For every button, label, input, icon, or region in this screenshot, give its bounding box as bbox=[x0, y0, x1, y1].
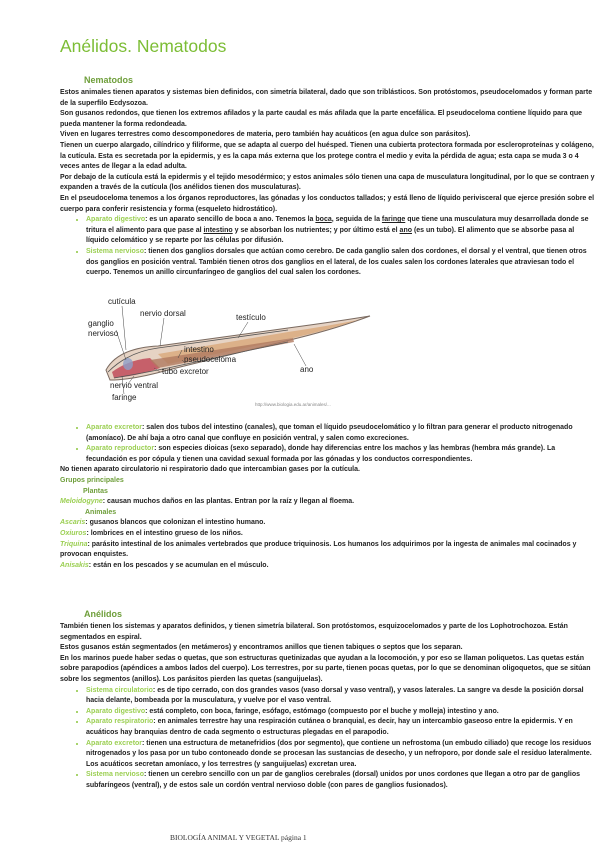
label-cuticula: cutícula bbox=[108, 297, 136, 306]
label-tubo-excretor: tubo excretor bbox=[162, 367, 209, 376]
heading-nematodos: Nematodos bbox=[84, 75, 134, 85]
nematodos-section bbox=[60, 88, 595, 279]
organ-list-2 bbox=[60, 423, 595, 465]
nematode-anatomy-diagram bbox=[88, 288, 378, 408]
label-faringe: faringe bbox=[112, 393, 137, 402]
paragraph: Anisakis: están en los pescados y se acumulan en el músculo. bbox=[60, 561, 269, 569]
organ-list bbox=[60, 215, 595, 279]
paragraph: Ascaris: gusanos blancos que colonizan el intestino humano. bbox=[60, 519, 266, 527]
list-item: • Aparato digestivo: es un aparato sencillo de boca a ano. Tenemos la boca, seguida de la faringe que tiene una musculatura muy desarrollada donde se tritura el alimento para que pase al intestino y se absorban los nutrientes; y por último está el ano (es un tubo). El alimento que se absorbe pasa al líquido celomático y se reparte por las células por difusión. bbox=[86, 215, 595, 247]
paragraph: Estos animales tienen aparatos y sistemas bien definidos, con simetría bilateral, dado que son triblásticos. Son protóstomos, pseudocelomados y forman parte de la superfilo Ecdysozoa. bbox=[60, 89, 593, 107]
paragraph: No tienen aparato circulatorio ni respiratorio dado que intercambian gases por la cutícula. bbox=[60, 466, 360, 474]
paragraph: Estos gusanos están segmentados (en metámeros) y encontramos anillos que tienen tabiques o septos que los separan. bbox=[60, 644, 463, 652]
nematodos-section-2 bbox=[60, 423, 595, 571]
paragraph: Son gusanos redondos, que tienen los extremos afilados y la parte caudal es más afilada que la parte encefálica. El pseudoceloma contiene líquido para que pueda mantener la forma redondeada. bbox=[60, 110, 583, 128]
paragraph: Oxiuros: lombrices en el intestino grueso de los niños. bbox=[60, 529, 243, 537]
subheading-plantas: Plantas bbox=[83, 487, 108, 495]
list-item: • Aparato excretor: tienen una estructura de metanefridios (dos por segmento), que contiene un nefrostoma (un embudo ciliado) que recoge los residuos nitrogenados y los pasa por un tubo contoneado donde se procesan las sustancias de desecho, y un nefroporo, por donde sale el residuo lateralmente. Los acuáticos secretan amoníaco, y los terrestres (y sanguijuelas) excretan urea. bbox=[86, 739, 595, 771]
label-ano: ano bbox=[300, 365, 314, 374]
label-nervio-ventral: nervio ventral bbox=[110, 381, 159, 390]
label-ganglio: ganglio bbox=[88, 319, 114, 328]
paragraph: Por debajo de la cutícula está la epidermis y el tejido mesodérmico; y estos animales sólo tienen una capa de musculatura longitudinal, por lo que se contraen y expanden a través de la cutícula (los anélidos tienen dos musculaturas). bbox=[60, 173, 595, 192]
paragraph: Tienen un cuerpo alargado, cilíndrico y filiforme, que se adapta al cuerpo del huésped. Tienen una cubierta protectora formada por escleroproteínas y colágeno, la cutícula. Esta es secretada por la epidermis, y es la capa más externa que los protege contra el medio y evita la pérdida de agua; esta capa se muda 3 o 4 veces antes de llegar a la edad adulta. bbox=[60, 141, 594, 171]
list-item: • Aparato respiratorio: en animales terrestre hay una respiración cutánea o branquial, es decir, hay un intercambio gaseoso entre la epidermis. Y en acuáticos hay branquias dentro de cada segmento o estructuras plegadas en el parapodio. bbox=[86, 717, 595, 738]
list-item: • Aparato reproductor: son especies dioicas (sexo separado), donde hay diferencias entre los machos y las hembras (hembra más grande). La fecundación es por cópula y tienen una cavidad sexual formada por las gónadas y los conductos correspondientes. bbox=[86, 444, 595, 465]
image-caption: http://www.biologia.edu.ar/animales/... bbox=[255, 402, 331, 407]
label-nervioso: nervioso bbox=[88, 329, 119, 338]
list-item: • Sistema nervioso: tienen un cerebro sencillo con un par de ganglios cerebrales (dorsal) unidos por unos cordones que llegan a otro par de ganglios subfaríngeos (ventral), y de estos sale un cordón ventral nervioso doble (con pares de ganglios fusionados). bbox=[86, 770, 595, 791]
list-item: • Sistema circulatorio: es de tipo cerrado, con dos grandes vasos (vaso dorsal y vaso ventral), y vasos laterales. La sangre va desde la posición dorsal hacia delante, bombeada por la musculatura, y vuelve por el vaso ventral. bbox=[86, 686, 595, 707]
list-item: • Sistema nervioso: tienen dos ganglios dorsales que actúan como cerebro. De cada ganglio salen dos cordones, el dorsal y el ventral, que tienen otros dos ganglios en posición ventral. También tienen otros dos ganglios en el lateral, de los cuales salen los cordones laterales que atraviesan todo el cuerpo. Tenemos un anillo circunfaríngeo de ganglios del cual salen los cordones. bbox=[86, 247, 595, 279]
page-footer: BIOLOGÍA ANIMAL Y VEGETAL página 1 bbox=[170, 833, 307, 842]
paragraph: En el pseudoceloma tenemos a los órganos reproductores, las gónadas y los conductos tallados; y está lleno de líquido perivisceral que ejerce presión sobre el cuerpo para conferir resistencia y forma (esqueleto hidrostático). bbox=[60, 194, 595, 213]
page-title: Anélidos. Nematodos bbox=[60, 36, 227, 56]
paragraph: Meloidogyne: causan muchos daños en las plantas. Entran por la raíz y llegan al floema. bbox=[60, 498, 355, 506]
subheading-grupos: Grupos principales bbox=[60, 476, 124, 484]
list-item: • Aparato excretor: salen dos tubos del intestino (canales), que toman el líquido pseudocelomático y lo filtran para generar el producto nitrogenado (amoníaco). De ahí baja a otro canal que confluye en posición ventral, y salen como excreciones. bbox=[86, 423, 595, 444]
list-item: • Aparato digestivo: está completo, con boca, faringe, esófago, estómago (compuesto por el buche y molleja) intestino y ano. bbox=[86, 707, 595, 718]
paragraph: En los marinos puede haber sedas o quetas, que son estructuras quetinizadas que ayudan a la locomoción, y por eso se llaman poliquetos. Las quetas están sobre parapodios (apéndices a ambos lados del cuerpo). Los terrestres, por su parte, tienen pocas quetas, por lo que se denominan oligoquetos, que se sitúan sobre los segmentos (anillos). Los parásitos pierden las quetas (sanguijuelas). bbox=[60, 654, 591, 683]
organ-list-3 bbox=[60, 686, 595, 792]
paragraph: También tienen los sistemas y aparatos definidos, y tienen simetría bilateral. Son protóstomos, esquizocelomados y parte de los Lophotrochozoa. Están segmentados en espiral. bbox=[60, 623, 568, 641]
label-testiculo: testículo bbox=[236, 313, 266, 322]
heading-anelidos: Anélidos bbox=[84, 609, 123, 619]
label-intestino: intestino bbox=[184, 345, 214, 354]
subheading-animales: Animales bbox=[85, 508, 117, 516]
paragraph: Triquina: parásito intestinal de los animales vertebrados que produce triquinosis. Los humanos los adquirimos por la ingesta de animales mal cocinados y provocan enquistes. bbox=[60, 540, 577, 559]
label-nervio-dorsal: nervio dorsal bbox=[140, 309, 186, 318]
nerve-ring bbox=[123, 358, 133, 370]
paragraph: Viven en lugares terrestres como descomponedores de materia, pero también hay acuáticos (en agua dulce son parásitos). bbox=[60, 131, 471, 139]
anelidos-section bbox=[60, 622, 595, 792]
label-pseudoceloma: pseudoceloma bbox=[184, 355, 237, 364]
